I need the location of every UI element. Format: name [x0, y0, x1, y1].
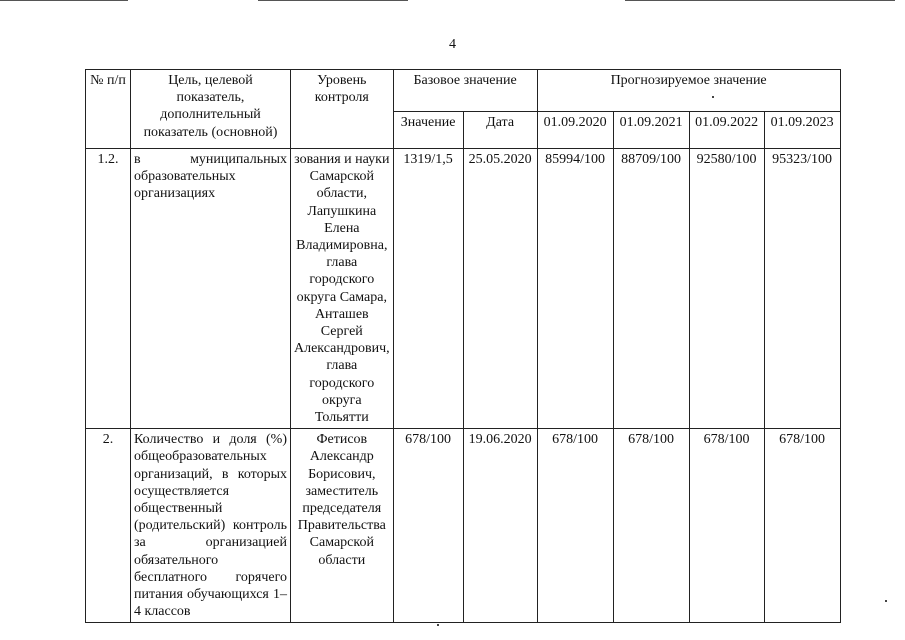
scan-speck [437, 624, 439, 626]
row-forecast: 678/100 [613, 429, 689, 623]
header-goal: Цель, целевой показатель, дополнительный показатель (основной) [131, 70, 291, 149]
header-forecast-date: 01.09.2022 [689, 112, 764, 149]
header-control-level: Уровень контроля [291, 70, 394, 149]
header-base-value: Базовое значение [393, 70, 537, 112]
row-forecast: 95323/100 [764, 149, 840, 429]
row-goal: Количество и доля (%) общеобразовательных организаций, в которых осуществляется общественный (родительский) контроль за организацией обязательного бесплатного горячего питания обучающихся 1–4 классов [131, 429, 291, 623]
row-number: 2. [86, 429, 131, 623]
row-forecast: 85994/100 [537, 149, 613, 429]
row-forecast: 678/100 [689, 429, 764, 623]
top-rule-left [0, 0, 128, 1]
row-control-level: Фетисов Александр Борисович, заместитель председателя Правительства Самарской области [291, 429, 394, 623]
header-number: № п/п [86, 70, 131, 149]
header-forecast-date: 01.09.2020 [537, 112, 613, 149]
header-value: Значение [393, 112, 463, 149]
row-base-date: 25.05.2020 [463, 149, 537, 429]
table-row [86, 149, 841, 429]
top-rule-middle [258, 0, 408, 1]
row-forecast: 92580/100 [689, 149, 764, 429]
row-forecast: 678/100 [537, 429, 613, 623]
row-forecast: 88709/100 [613, 149, 689, 429]
table-row [86, 429, 841, 623]
header-date: Дата [463, 112, 537, 149]
header-row-1 [86, 70, 841, 112]
page-number: 4 [449, 37, 456, 52]
indicators-table [85, 69, 841, 623]
row-forecast: 678/100 [764, 429, 840, 623]
row-number: 1.2. [86, 149, 131, 429]
header-forecast-value: Прогнозируемое значение [537, 70, 840, 112]
row-base-date: 19.06.2020 [463, 429, 537, 623]
header-forecast-date: 01.09.2021 [613, 112, 689, 149]
top-rule-right [625, 0, 895, 1]
scan-speck [712, 96, 714, 98]
row-base-value: 678/100 [393, 429, 463, 623]
row-base-value: 1319/1,5 [393, 149, 463, 429]
row-control-level: зования и науки Самарской области, Лапушкина Елена Владимировна, глава городского округа Самара, Анташев Сергей Александрович, глава городского округа Тольятти [291, 149, 394, 429]
scan-speck [885, 600, 887, 602]
header-forecast-date: 01.09.2023 [764, 112, 840, 149]
row-goal: в муниципальных образовательных организациях [131, 149, 291, 429]
